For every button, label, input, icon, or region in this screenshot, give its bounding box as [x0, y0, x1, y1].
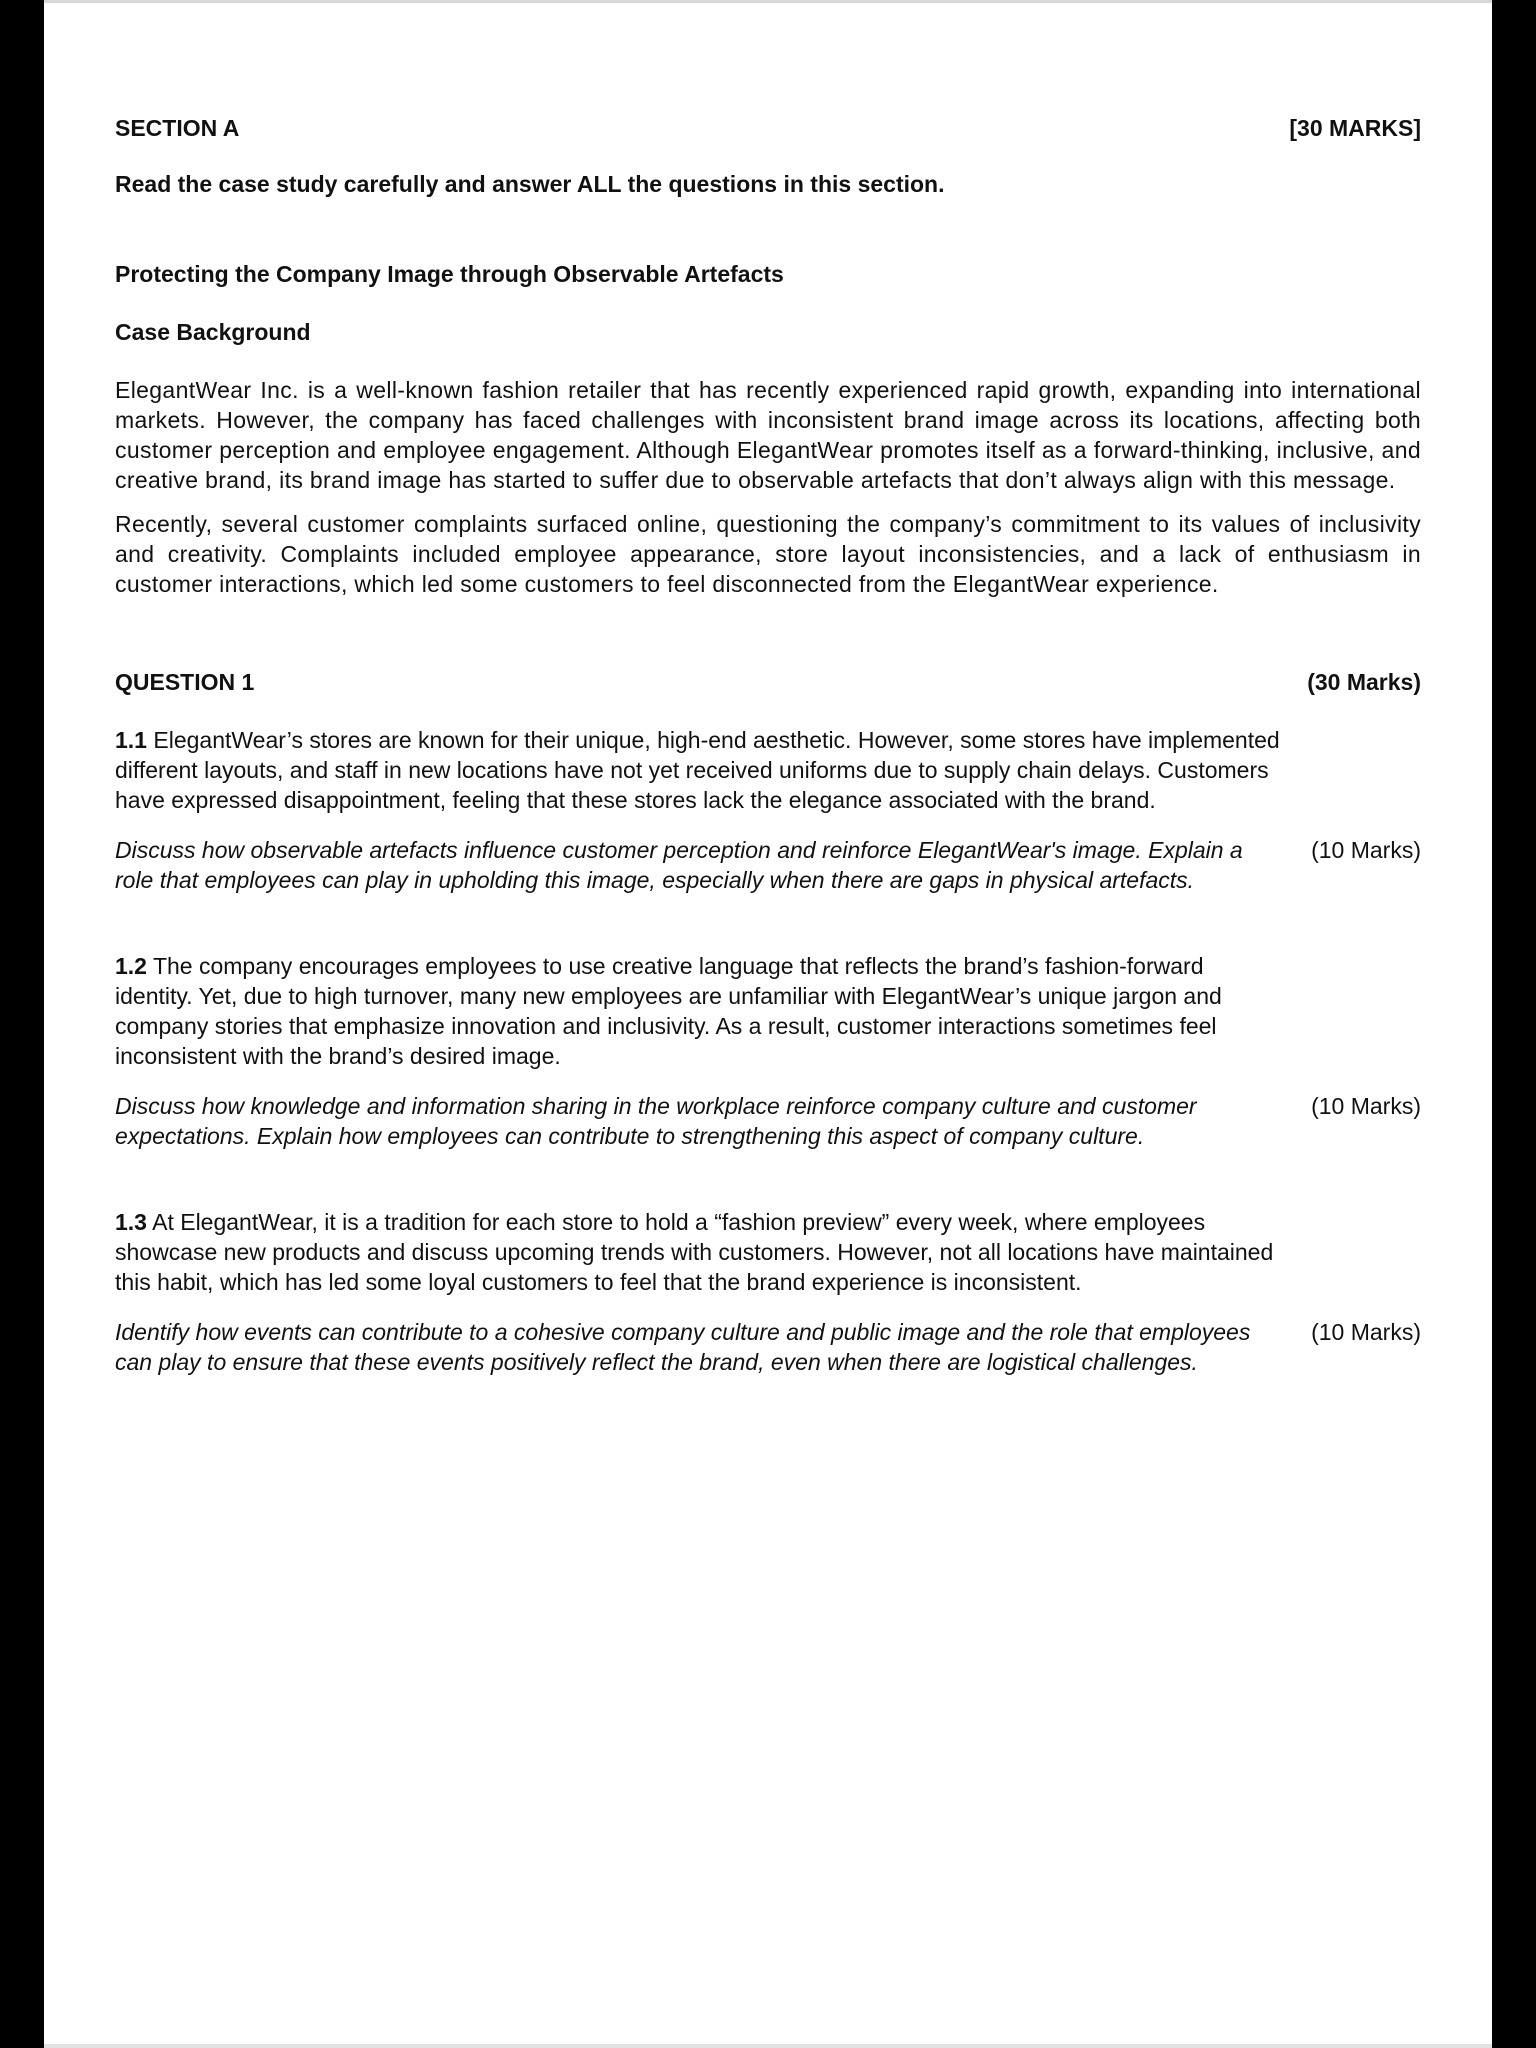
question-item-text — [115, 725, 1285, 815]
document-content — [115, 113, 1421, 1377]
question-item-body: At ElegantWear, it is a tradition for each store to hold a “fashion preview” every week, where employees showcase new products and discuss upcoming trends with customers. However, not all locations have maintained this habit, which has led some loyal customers to feel that the brand experience is inconsistent. — [115, 1209, 1274, 1295]
question-item-task: Discuss how observable artefacts influence customer perception and reinforce ElegantWear's image. Explain a role that employees can play in upholding this image, especially when there are gaps in physical artefacts. — [115, 837, 1243, 893]
section-instruction: Read the case study carefully and answer ALL the questions in this section. — [115, 171, 945, 197]
question-item-task: Discuss how knowledge and information sharing in the workplace reinforce company culture and customer expectations. Explain how employees can contribute to strengthening this aspect of company culture. — [115, 1093, 1197, 1149]
question-item-number: 1.1 — [115, 727, 147, 753]
question-item-1-1 — [115, 725, 1421, 895]
question-item-1-3 — [115, 1207, 1421, 1377]
question-item-marks: (10 Marks) — [1311, 1093, 1421, 1119]
question-item-task-row — [115, 1317, 1421, 1377]
question-item-number: 1.2 — [115, 953, 147, 979]
question-item-text — [115, 1207, 1285, 1297]
page-top-edge — [44, 0, 1492, 3]
case-paragraph: ElegantWear Inc. is a well-known fashion retailer that has recently experienced rapid growth, expanding into international markets. However, the company has faced challenges with inconsistent brand image across its locations, affecting both customer perception and employee engagement. Although ElegantWear promotes itself as a forward-thinking, inclusive, and creative brand, its brand image has started to suffer due to observable artefacts that don’t always align with this message. — [115, 377, 1421, 493]
question-item-task: Identify how events can contribute to a cohesive company culture and public image and the role that employees can play to ensure that these events positively reflect the brand, even when there are logistical challenges. — [115, 1319, 1251, 1375]
question-item-text — [115, 951, 1285, 1071]
question-item-task-row — [115, 835, 1421, 895]
question-item-body: The company encourages employees to use creative language that reflects the brand’s fashion-forward identity. Yet, due to high turnover, many new employees are unfamiliar with ElegantWear’s unique jargon and company stories that emphasize innovation and inclusivity. As a result, customer interactions sometimes feel inconsistent with the brand’s desired image. — [115, 953, 1222, 1069]
case-background-heading: Case Background — [115, 319, 311, 345]
question-item-marks: (10 Marks) — [1311, 837, 1421, 863]
question-item-number: 1.3 — [115, 1209, 147, 1235]
question-marks: (30 Marks) — [1307, 669, 1421, 695]
question-item-task-row — [115, 1091, 1421, 1151]
page-bottom-edge — [44, 2044, 1492, 2048]
question-title: QUESTION 1 — [115, 669, 255, 695]
question-header — [115, 667, 1421, 697]
case-paragraph: Recently, several customer complaints surfaced online, questioning the company’s commitment to its values of inclusivity and creativity. Complaints included employee appearance, store layout inconsistencies, and a lack of enthusiasm in customer interactions, which led some customers to feel disconnected from the ElegantWear experience. — [115, 511, 1421, 597]
question-item-1-2 — [115, 951, 1421, 1151]
case-title: Protecting the Company Image through Observable Artefacts — [115, 261, 784, 287]
section-header — [115, 113, 1421, 143]
section-marks: [30 MARKS] — [1289, 115, 1421, 141]
question-item-body: ElegantWear’s stores are known for their unique, high-end aesthetic. However, some stores have implemented different layouts, and staff in new locations have not yet received uniforms due to supply chain delays. Customers have expressed disappointment, feeling that these stores lack the elegance associated with the brand. — [115, 727, 1280, 813]
document-page — [44, 0, 1492, 2048]
section-title: SECTION A — [115, 115, 240, 141]
question-item-marks: (10 Marks) — [1311, 1319, 1421, 1345]
